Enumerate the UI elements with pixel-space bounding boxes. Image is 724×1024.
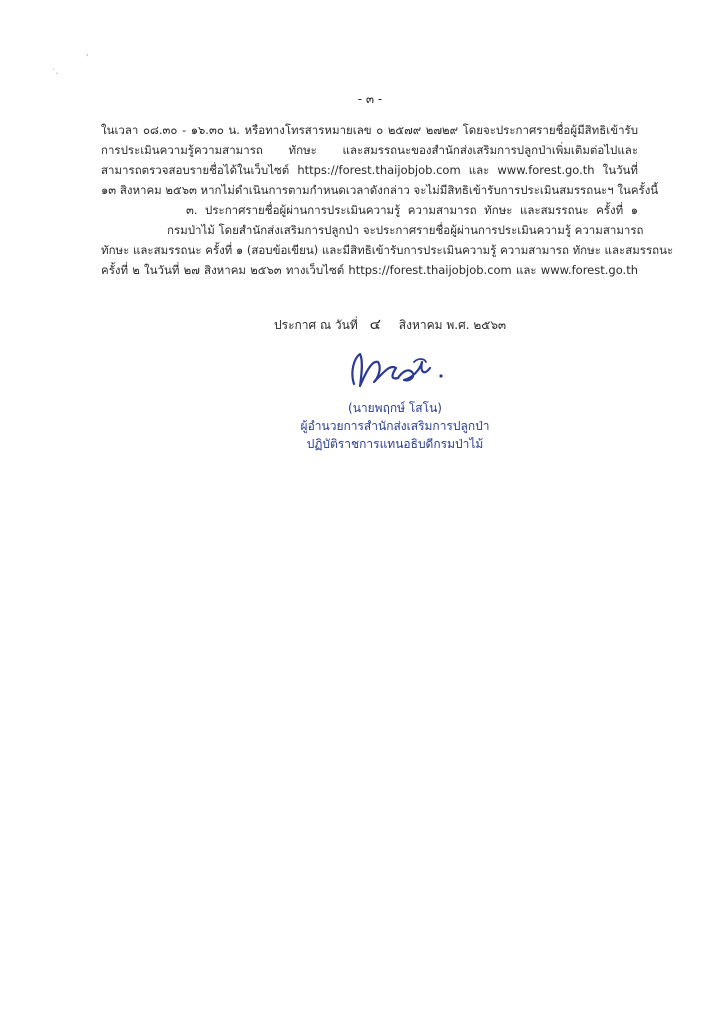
date-prefix: ประกาศ ณ วันที่	[274, 318, 358, 332]
body-line: ๑๓ สิงหาคม ๒๕๖๓ หากไม่ดำเนินการตามกำหนดเวลาดังกล่าว จะไม่มีสิทธิเข้ารับการประเมินสมรรถนะฯ ในครั้งนี้	[101, 183, 659, 197]
scan-speck: ·ˏ	[52, 65, 59, 74]
scan-speck: '	[86, 53, 89, 62]
signer-name: (นายพฤกษ์ โสโน)	[348, 401, 442, 415]
date-month-year: สิงหาคม พ.ศ. ๒๕๖๓	[398, 318, 507, 332]
body-line: การประเมินความรู้ความสามารถ ทักษะ และสมรรถนะของสำนักส่งเสริมการปลูกป่าเพิ่มเติมต่อไปและ	[101, 143, 638, 157]
section-heading: ๓. ประกาศรายชื่อผู้ผ่านการประเมินความรู้ ความสามารถ ทักษะ และสมรรถนะ ครั้งที่ ๑	[186, 203, 638, 217]
body-line: กรมป่าไม้ โดยสำนักส่งเสริมการปลูกป่า จะประกาศรายชื่อผู้ผ่านการประเมินความรู้ ความสามารถ	[167, 223, 644, 237]
body-line: ครั้งที่ ๒ ในวันที่ ๒๗ สิงหาคม ๒๕๖๓ ทางเว็บไซต์ https://forest.thaijobjob.com และ www.forest.go.th	[101, 263, 638, 277]
body-line: ทักษะ และสมรรถนะ ครั้งที่ ๑ (สอบข้อเขียน) และมีสิทธิเข้ารับการประเมินความรู้ ความสามารถ ทักษะ และสมรรถนะ	[101, 243, 674, 257]
handwritten-signature	[340, 342, 450, 394]
signer-position: ผู้อำนวยการสำนักส่งเสริมการปลูกป่า	[300, 419, 490, 433]
page-number: - ๓ -	[357, 92, 383, 106]
announcement-date	[274, 316, 506, 333]
body-line: สามารถตรวจสอบรายชื่อได้ในเว็บไซต์ https://forest.thaijobjob.com และ www.forest.go.th ในวันที่	[101, 163, 638, 177]
signer-acting-for: ปฏิบัติราชการแทนอธิบดีกรมป่าไม้	[306, 437, 484, 451]
date-day: ๔	[369, 315, 381, 333]
body-line: ในเวลา ๐๘.๓๐ - ๑๖.๓๐ น. หรือทางโทรสารหมายเลข ๐ ๒๕๗๙ ๒๗๒๙ โดยจะประกาศรายชื่อผู้มีสิทธิเข้ารับ	[101, 123, 638, 137]
